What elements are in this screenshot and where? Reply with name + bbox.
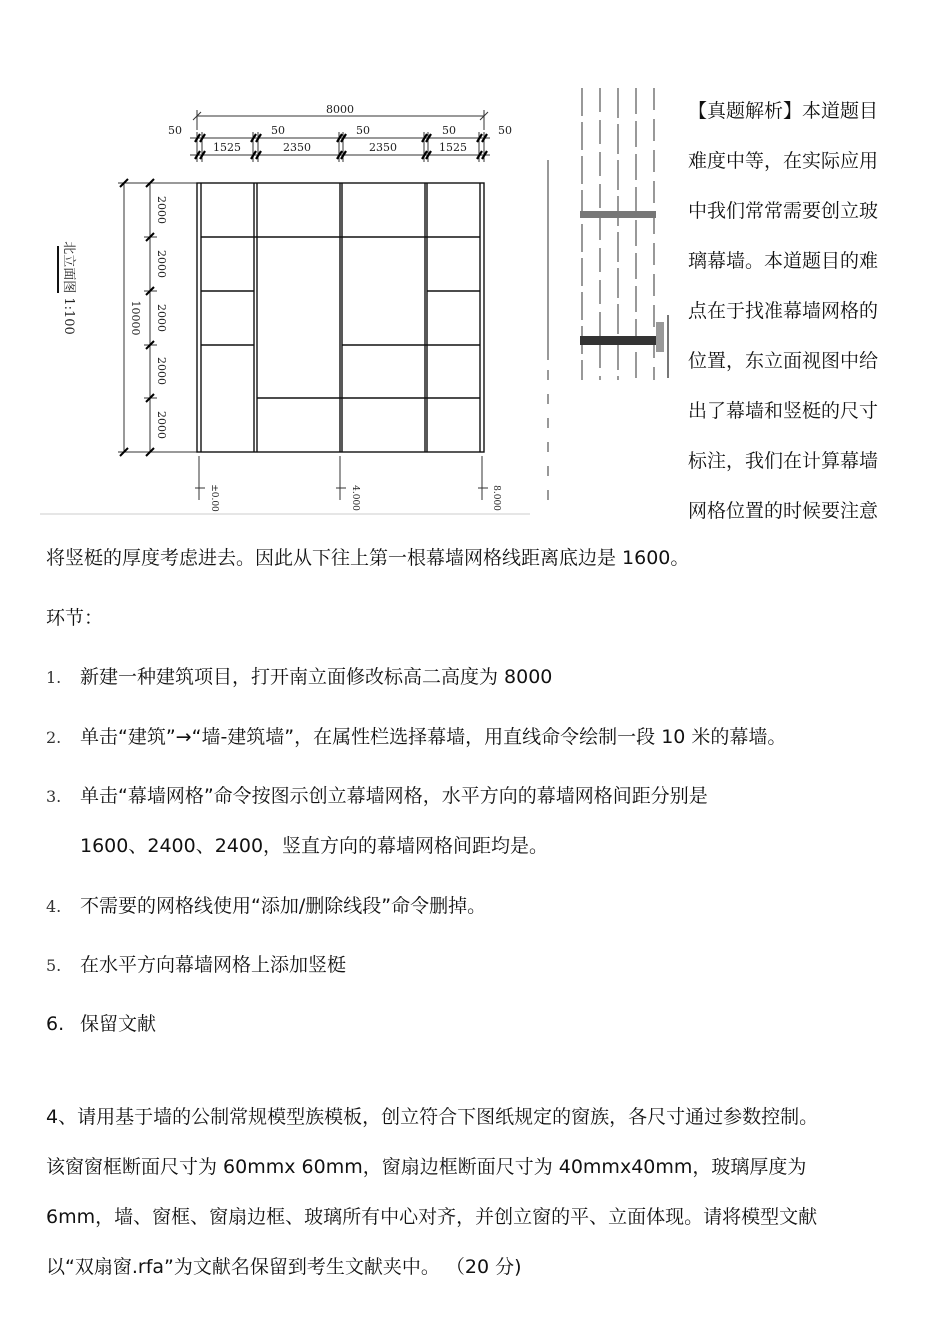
row-height-label: 2000 (155, 411, 168, 439)
gap-label: 50 (168, 124, 182, 137)
step-text: 单击“幕墙网格”命令按图示创立幕墙网格，水平方向的幕墙网格间距分别是 (80, 785, 708, 807)
sidebar-line: 中我们常常需要创立玻 (688, 200, 879, 222)
step-text: 1600、2400、2400，竖直方向的幕墙网格间距均是。 (80, 835, 549, 857)
list-item (46, 881, 486, 932)
panel-width-label: 1525 (439, 141, 467, 154)
step-number: 2. (46, 728, 62, 747)
list-item-continuation (80, 821, 548, 871)
total-height-label: 10000 (129, 300, 142, 336)
step-text: 在水平方向幕墙网格上添加竖梃 (80, 954, 347, 976)
level-mark: 4.000 (350, 485, 360, 511)
list-item (46, 940, 346, 991)
step-number: 1. (46, 668, 62, 687)
question-line: 以“双扇窗.rfa”为文献名保留到考生文献夹中。 （20 分) (46, 1256, 522, 1278)
step-number: 6. (46, 1013, 65, 1035)
panel-width-label: 2350 (369, 141, 397, 154)
row-height-label: 2000 (155, 357, 168, 385)
panel-width-label: 2350 (283, 141, 311, 154)
step-number: 4. (46, 897, 62, 916)
sidebar-line: 标注，我们在计算幕墙 (688, 450, 879, 472)
elevation-title: 北立面图 1:100 (61, 241, 76, 335)
question-line: 4、请用基于墙的公制常规模型族模板，创立符合下图纸规定的窗族，各尺寸通过参数控制。 (46, 1106, 819, 1128)
list-item (46, 771, 708, 822)
step-text: 新建一种建筑项目，打开南立面修改标高二高度为 8000 (80, 666, 553, 688)
total-width-label: 8000 (326, 103, 354, 116)
step-number: 3. (46, 787, 62, 806)
sidebar-line: 璃幕墙。本道题目的难 (688, 250, 879, 272)
question-line: 6mm，墙、窗框、窗扇边框、玻璃所有中心对齐，并创立窗的平、立面体现。请将模型文献 (46, 1206, 818, 1228)
gap-label: 50 (442, 124, 456, 137)
side-drawing-fragment (540, 80, 675, 510)
sidebar-line: 出了幕墙和竖梃的尺寸 (688, 400, 879, 422)
section-label: 环节： (46, 607, 104, 629)
question-line: 该窗窗框断面尺寸为 60mmx 60mm，窗扇边框断面尺寸为 40mmx40mm，玻璃厚度为 (46, 1156, 807, 1178)
gap-label: 50 (271, 124, 285, 137)
curtain-wall-elevation-drawing (40, 90, 540, 520)
step-text: 保留文献 (80, 1013, 157, 1035)
sidebar-line: 难度中等，在实际应用 (688, 150, 879, 172)
step-text: 不需要的网格线使用“添加/删除线段”命令删掉。 (80, 895, 487, 917)
gap-label: 50 (498, 124, 512, 137)
row-height-label: 2000 (155, 304, 168, 332)
list-item (46, 712, 786, 763)
row-height-label: 2000 (155, 196, 168, 224)
level-mark: 8.000 (491, 485, 501, 511)
list-item (46, 652, 552, 703)
continuation-paragraph: 将竖梃的厚度考虑进去。因此从下往上第一根幕墙网格线距离底边是 1600。 (46, 547, 690, 569)
sidebar-line: 点在于找准幕墙网格的 (688, 300, 879, 322)
sidebar-line: 网格位置的时候要注意 (688, 500, 879, 522)
level-mark: ±0.00 (209, 484, 219, 512)
step-number: 5. (46, 956, 62, 975)
step-text: 单击“建筑”→“墙-建筑墙”，在属性栏选择幕墙，用直线命令绘制一段 10 米的幕墙。 (80, 726, 787, 748)
row-height-label: 2000 (155, 250, 168, 278)
sidebar-line: 位置，东立面视图中给 (688, 350, 879, 372)
list-item (46, 999, 156, 1049)
panel-width-label: 1525 (213, 141, 241, 154)
sidebar-line: 【真题解析】本道题目 (688, 100, 879, 122)
gap-label: 50 (356, 124, 370, 137)
